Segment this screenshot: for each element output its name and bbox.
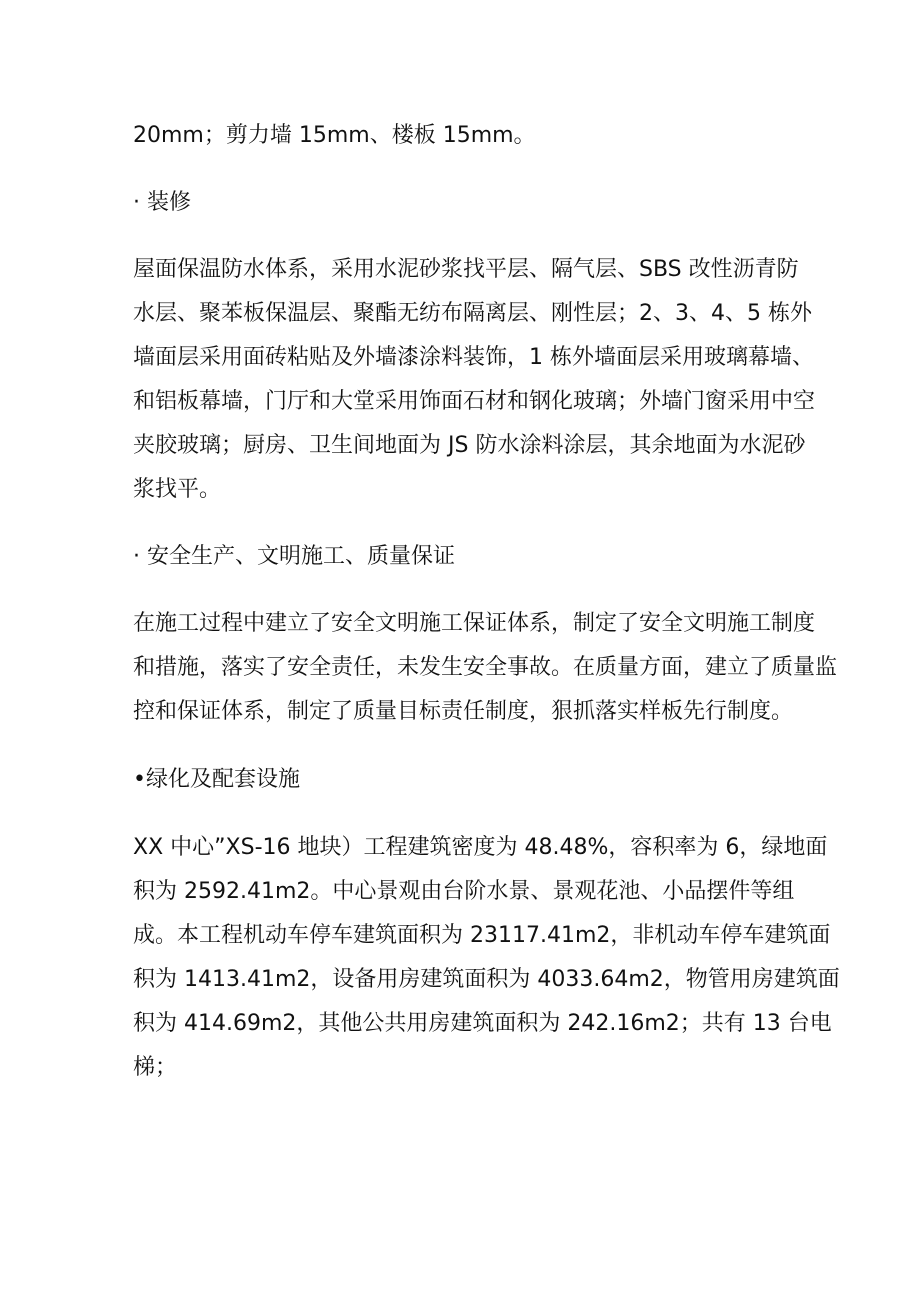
paragraph-line: 积为 414.69m2，其他公共用房建筑面积为 242.16m2；共有 13 台电 <box>133 1011 832 1036</box>
paragraph-line: 水层、聚苯板保温层、聚酯无纺布隔离层、刚性层；2、3、4、5 栋外 <box>133 301 812 326</box>
heading-decoration: · 装修 <box>133 190 191 215</box>
paragraph-line: 和铝板幕墙，门厅和大堂采用饰面石材和钢化玻璃；外墙门窗采用中空 <box>133 389 816 414</box>
paragraph-line: 积为 1413.41m2，设备用房建筑面积为 4033.64m2，物管用房建筑面 <box>133 967 840 992</box>
paragraph-line: 控和保证体系，制定了质量目标责任制度，狠抓落实样板先行制度。 <box>133 699 794 724</box>
paragraph-greening <box>133 826 840 1090</box>
paragraph-decoration <box>133 248 823 512</box>
heading-greening: •绿化及配套设施 <box>133 767 300 792</box>
paragraph-line: 在施工过程中建立了安全文明施工保证体系，制定了安全文明施工制度 <box>133 611 816 636</box>
document-page <box>133 114 840 1090</box>
paragraph-line: 墙面层采用面砖粘贴及外墙漆涂料装饰，1 栋外墙面层采用玻璃幕墙、 <box>133 345 814 370</box>
paragraph-line: XX 中心”XS-16 地块）工程建筑密度为 48.48%，容积率为 6，绿地面 <box>133 835 828 860</box>
paragraph-line: 积为 2592.41m2。中心景观由台阶水景、景观花池、小品摆件等组 <box>133 879 795 904</box>
paragraph-line: 和措施，落实了安全责任，未发生安全事故。在质量方面，建立了质量监 <box>133 655 838 680</box>
paragraph-line: 浆找平。 <box>133 477 222 502</box>
heading-safety: · 安全生产、文明施工、质量保证 <box>133 544 455 569</box>
paragraph-safety <box>133 602 838 734</box>
paragraph-line: 屋面保温防水体系，采用水泥砂浆找平层、隔气层、SBS 改性沥青防 <box>133 257 799 282</box>
paragraph-line: 成。本工程机动车停车建筑面积为 23117.41m2，非机动车停车建筑面 <box>133 923 831 948</box>
intro-line: 20mm；剪力墙 15mm、楼板 15mm。 <box>133 123 536 148</box>
paragraph-line: 夹胶玻璃；厨房、卫生间地面为 JS 防水涂料涂层，其余地面为水泥砂 <box>133 433 806 458</box>
paragraph-line: 梯； <box>133 1055 178 1080</box>
